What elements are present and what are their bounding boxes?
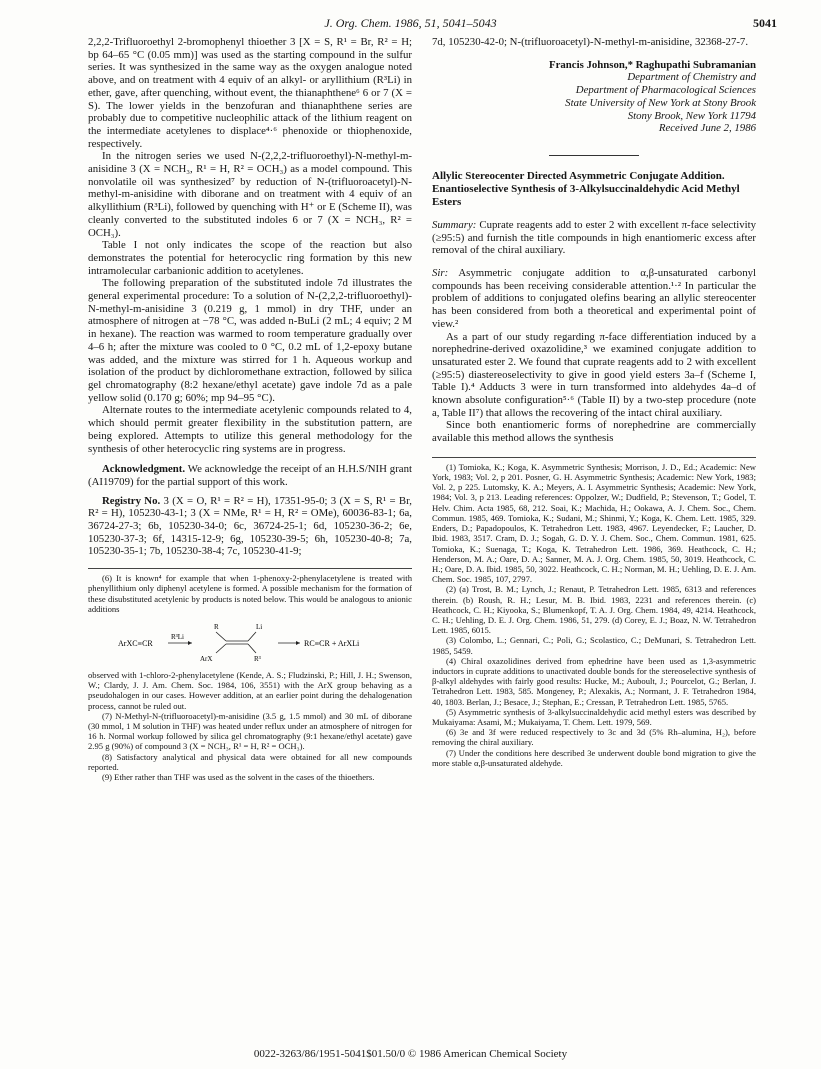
copyright-footer: 0022-3263/86/1951-5041$01.50/0 © 1986 American Chemical Society bbox=[253, 1048, 568, 1060]
footnote: (6) It is known⁴ for example that when 1-phenoxy-2-phenylacetylene is treated with phenyllithium only diphenyl acetylene is formed. A possible mechanism for the formation of these disubstituted acetylenic by products is noted below. This would be analogous to anionic additions bbox=[88, 573, 412, 614]
mechanism-svg bbox=[88, 617, 412, 667]
reference: (7) Under the conditions here described 3e underwent double bond migration to give the more stable α,β-unsaturated aldehyde. bbox=[432, 747, 756, 768]
svg-text:ArX: ArX bbox=[200, 654, 213, 663]
paragraph: Table I not only indicates the scope of the reaction but also demonstrates the potential for heterocyclic ring formation by this new intramolecular carbanionic addition to acetylenes. bbox=[88, 239, 412, 277]
registry-continuation: 7d, 105230-42-0; N-(trifluoroacetyl)-N-methyl-m-anisidine, 32368-27-7. bbox=[432, 36, 749, 48]
svg-text:Li: Li bbox=[256, 622, 263, 631]
reference: (3) Colombo, L.; Gennari, C.; Poli, G.; Scolastico, C.; DeMunari, S. Tetrahedron Lett. 1985, 5459. bbox=[432, 635, 756, 656]
left-column bbox=[88, 36, 412, 782]
journal-citation: J. Org. Chem. 1986, 51, 5041–5043 bbox=[324, 16, 497, 30]
mechanism-scheme bbox=[88, 617, 412, 667]
footnote: (7) N-Methyl-N-(trifluoroacetyl)-m-anisidine (3.5 g, 1.5 mmol) and 30 mL of diborane (30 mmol, 1 M solution in THF) was heated under reflux under an atmosphere of nitrogen for 16 h. Normal workup followed by silica gel chromatography (9:1 hexane/ethyl acetate) gave 2.95 g (90%) of compound 3 (X = NCH₃, R¹ = H, R² = OCH₃). bbox=[88, 710, 412, 752]
reactant-label: ArXC≡CR bbox=[118, 638, 153, 648]
paragraph: As a part of our study regarding π-face differentiation induced by a norephedrine-derived oxazolidine,³ we examined conjugate addition to unsaturated ester 2. We found that cuprate reagents add to 2 with excellent (≥95:5) diastereoselectivity to give in good yield esters 3a–f (Scheme I, Table I).⁴ Adducts 3 were in turn transformed into aldehydes 4a–d of known absolute configuration⁵·⁶ (Table II) by a two-step procedure (note a, Table II⁷) that allows the recovering of the intact chiral auxiliary. bbox=[432, 330, 756, 419]
reagent-label: R³Li bbox=[171, 632, 184, 641]
footnote: (9) Ether rather than THF was used as the solvent in the cases of the thioethers. bbox=[102, 771, 375, 782]
running-header bbox=[0, 14, 821, 32]
paragraph: 2,2,2-Trifluoroethyl 2-bromophenyl thioether 3 [X = S, R¹ = Br, R² = H; bp 64–65 °C (0.05 mm)] was used as the starting compound in the sulfur series. It was synthesized in the same way as the oxygen analogue noted above, and on treatment with 4 equiv of an alkyl- or aryllithium (R³Li) in ether, gave, after quenching, without event, the thianaphthene⁶ 6 or 7 (X = S). The lower yields in the benzofuran and thianaphthene series are probably due to competitive nucleophilic attack of the lithium reagent on the intermediate acetylenes to displace⁴·⁶ phenoxide or thiophenoxide, respectively. bbox=[88, 36, 412, 150]
reference: (4) Chiral oxazolidines derived from ephedrine have been used as 1,3-asymmetric inductors in cuprate additions to unactivated double bonds for the stereoselective synthesis of β-alkyl aldehydes with fairly good results: Hucke, M.; Auboult, J.; Pourcelot, G.; Berlan, J. Tetrahedron Lett. 1983, 585. Mongeney, P.; Alexakis, A.; Normant, J. F. Tetrahedron 1984, 40, 1803. Berlan, J.; Besace, J.; Stephan, E.; Cressan, P. Tetrahedron Lett. 1985, 5765. bbox=[432, 655, 756, 707]
footnote: (8) Satisfactory analytical and physical data were obtained for all new compounds reported. bbox=[88, 751, 412, 772]
reference: (2) (a) Trost, B. M.; Lynch, J.; Renaut, P. Tetrahedron Lett. 1985, 6313 and references therein. (b) Roush, R. H.; Lesur, M. B. Ibid. 1983, 2231 and references therein. (c) Heathcock, C. H.; Kiyooka, S.; Blumenkopf, T. A. J. Org. Chem. 1984, 49, 4214. Heathcock, C. H.; Uehling, D. E. J. Org. Chem. 1986, 51, 279. (d) Corey, E. J.; Boaz, N. W. Tetrahedron Lett. 1985, 6015. bbox=[432, 584, 756, 636]
registry-heading: Registry No. bbox=[102, 494, 161, 507]
paragraph: Sir: Asymmetric conjugate addition to α,β-unsaturated carbonyl compounds has been receiving considerable attention.¹·² In particular the problem of additions to conjugated olefins bearing an allylic stereocenter has been considered from both a theoretical and experimental point of view.² bbox=[432, 267, 756, 330]
separator-rule bbox=[549, 155, 639, 156]
paragraph: Since both enantiomeric forms of norephedrine are commercially available this method allows the synthesis bbox=[432, 419, 756, 445]
svg-text:R³: R³ bbox=[254, 654, 261, 663]
right-column bbox=[432, 36, 756, 768]
footnote-rule bbox=[88, 568, 412, 569]
affiliation: Stony Brook, New York 11794 bbox=[627, 109, 756, 122]
paragraph: Alternate routes to the intermediate acetylenic compounds related to 4, which should permit greater flexibility in the substitution pattern, are being explored. Attempts to utilize this general methodology for the synthesis of other heterocyclic ring systems are in progress. bbox=[88, 404, 412, 455]
registry-numbers: Registry No. 3 (X = O, R¹ = R² = H), 17351-95-0; 3 (X = S, R¹ = Br, R² = H), 105230-43-1; 3 (X = NMe, R¹ = H, R² = OMe), 60036-83-1; 6a, 36724-27-3; 6b, 105230-34-0; 6c, 36724-25-1; 6d, 105230-36-2; 6e, 105230-37-3; 6f, 14315-12-9; 6g, 105230-39-5; 6h, 105230-40-8; 7a, 105230-35-1; 7b, 105230-38-4; 7c, 105230-41-9; bbox=[88, 494, 412, 558]
reference: (5) Asymmetric synthesis of 3-alkylsuccinaldehydic acid methyl esters was described by Mukaiyama: Asami, M.; Mukaiyama, T. Chem. Lett. 1979, 569. bbox=[432, 706, 756, 727]
received-date: Received June 2, 1986 bbox=[658, 122, 756, 135]
footnote-rule bbox=[432, 457, 756, 458]
products-label: RC≡CR + ArXLi bbox=[304, 638, 360, 648]
reference: (6) 3e and 3f were reduced respectively to 3c and 3d (5% Rh–alumina, H₂), before removing the chiral auxiliary. bbox=[432, 727, 756, 748]
acknowledgment: Acknowledgment. We acknowledge the receipt of an H.H.S/NIH grant (AI19709) for the partial support of this work. bbox=[88, 463, 412, 488]
sir-heading: Sir: bbox=[432, 267, 449, 280]
svg-text:R: R bbox=[214, 622, 219, 631]
authors: Francis Johnson,* Raghupathi Subramanian bbox=[548, 58, 756, 71]
ack-heading: Acknowledgment. bbox=[102, 463, 186, 476]
affiliation: State University of New York at Stony Brook bbox=[565, 96, 756, 109]
article-title: Allylic Stereocenter Directed Asymmetric Conjugate Addition. Enantioselective Synthesis of 3-Alkylsuccinaldehydic Acid Methyl Esters bbox=[432, 169, 740, 208]
summary-heading: Summary: bbox=[432, 218, 477, 231]
affiliation: Department of Pharmacological Sciences bbox=[575, 84, 756, 97]
affiliation: Department of Chemistry and bbox=[627, 71, 756, 84]
paragraph: The following preparation of the substituted indole 7d illustrates the general experimental procedure: To a solution of N-(2,2,2-trifluoroethyl)-N-methyl-m-anisidine 3 (0.219 g, 1 mmol) in dry THF, under an atmosphere of nitrogen at −78 °C, was added n-BuLi (2 mL; 4 equiv; 2 M in hexane). The reaction was warmed to room temperature gradually over 4–6 h; after the mixture was cooled to 0 °C, 0.2 mL of 1,2-epoxy butane was added, and the mixture was stirred for 1 h. Aqueous workup and isolation of the product by dichloromethane extraction, followed by silica gel chromatography (8:2 hexane/ethyl acetate) gave indole 7d as a pale yellow solid (0.170 g; 60%; mp 94–95 °C). bbox=[88, 277, 412, 404]
footnote: observed with 1-chloro-2-phenylacetylene (Kende, A. S.; Fludzinski, P.; Hill, J. H.; Swenson, W.; Clardy, J. J. Am. Chem. Soc. 1984, 106, 3551) with the ArX group behaving as a pseudohalogen in our cases. However addition, at an earlier point during the dehalogenation process, cannot be ruled out. bbox=[88, 669, 412, 711]
page-number: 5041 bbox=[753, 16, 777, 30]
summary: Summary: Cuprate reagents add to ester 2 with excellent π-face selectivity (≥95:5) and furnish the title compounds in high enantiomeric excess after removal of the chiral auxiliary. bbox=[432, 218, 756, 257]
reference: (1) Tomioka, K.; Koga, K. Asymmetric Synthesis; Morrison, J. D., Ed.; Academic: New York, 1983; Vol. 2, p 201. Posner, G. H. Asymmetric Synthesis; Academic: New York, 1983; Vol. 2, p 225. Lutomsky, K. A.; Meyers, A. I. Asymmetric Synthesis; Academic: New York, 1984; Vol. 3, p 213. Leading references: Oppolzer, W.; Dudfield, P.; Stevenson, T.; Godel, T. Helv. Chim. Acta 1985, 68, 212. Soai, K.; Machida, H.; Ookawa, A. J. Chem. Soc., Chem. Commun. 1985, 469. Tomioka, K.; Sudani, M.; Shinmi, Y.; Koga, K. Chem. Lett. 1985, 329. Enders, D.; Papadopoulos, K. Tetrahedron Lett. 1983, 4967. Leyendecker, F.; Laucher, D. Ibid. 1983, 3517. Cram, D. J.; Sogah, G. D. Y. J. Chem. Soc., Chem. Commun. 1981, 625. Tomioka, K.; Suenaga, T.; Koga, K. Tetrahedron Lett. 1986, 369. Heathcock, C. H.; Henderson, M. A.; Oare, D. A.; Sanner, M. A. J. Org. Chem. 1985, 50, 3019. Heathcock, C. H.; Oare, D. A. Ibid. 1985, 50, 3022. Heathcock, C. H.; Norman, M. H.; Uehling, D. E. J. Am. Chem. Soc. 1985, 107, 2797. bbox=[432, 461, 756, 585]
paragraph: In the nitrogen series we used N-(2,2,2-trifluoroethyl)-N-methyl-m-anisidine 3 (X = NCH₃, R¹ = H, R² = OCH₃) as a model compound. This nonvolatile oil was synthesized⁷ by reduction of N-(trifluoroacetyl)-N-methyl-m-anisidine with diborane and on treatment with 4 equiv of an alkyllithium (R³Li), followed by quenching with H⁺ or E (Scheme II), was cleanly converted to the substituted indoles 6 or 7 (X = NCH₃, R² = OCH₃). bbox=[88, 150, 412, 239]
